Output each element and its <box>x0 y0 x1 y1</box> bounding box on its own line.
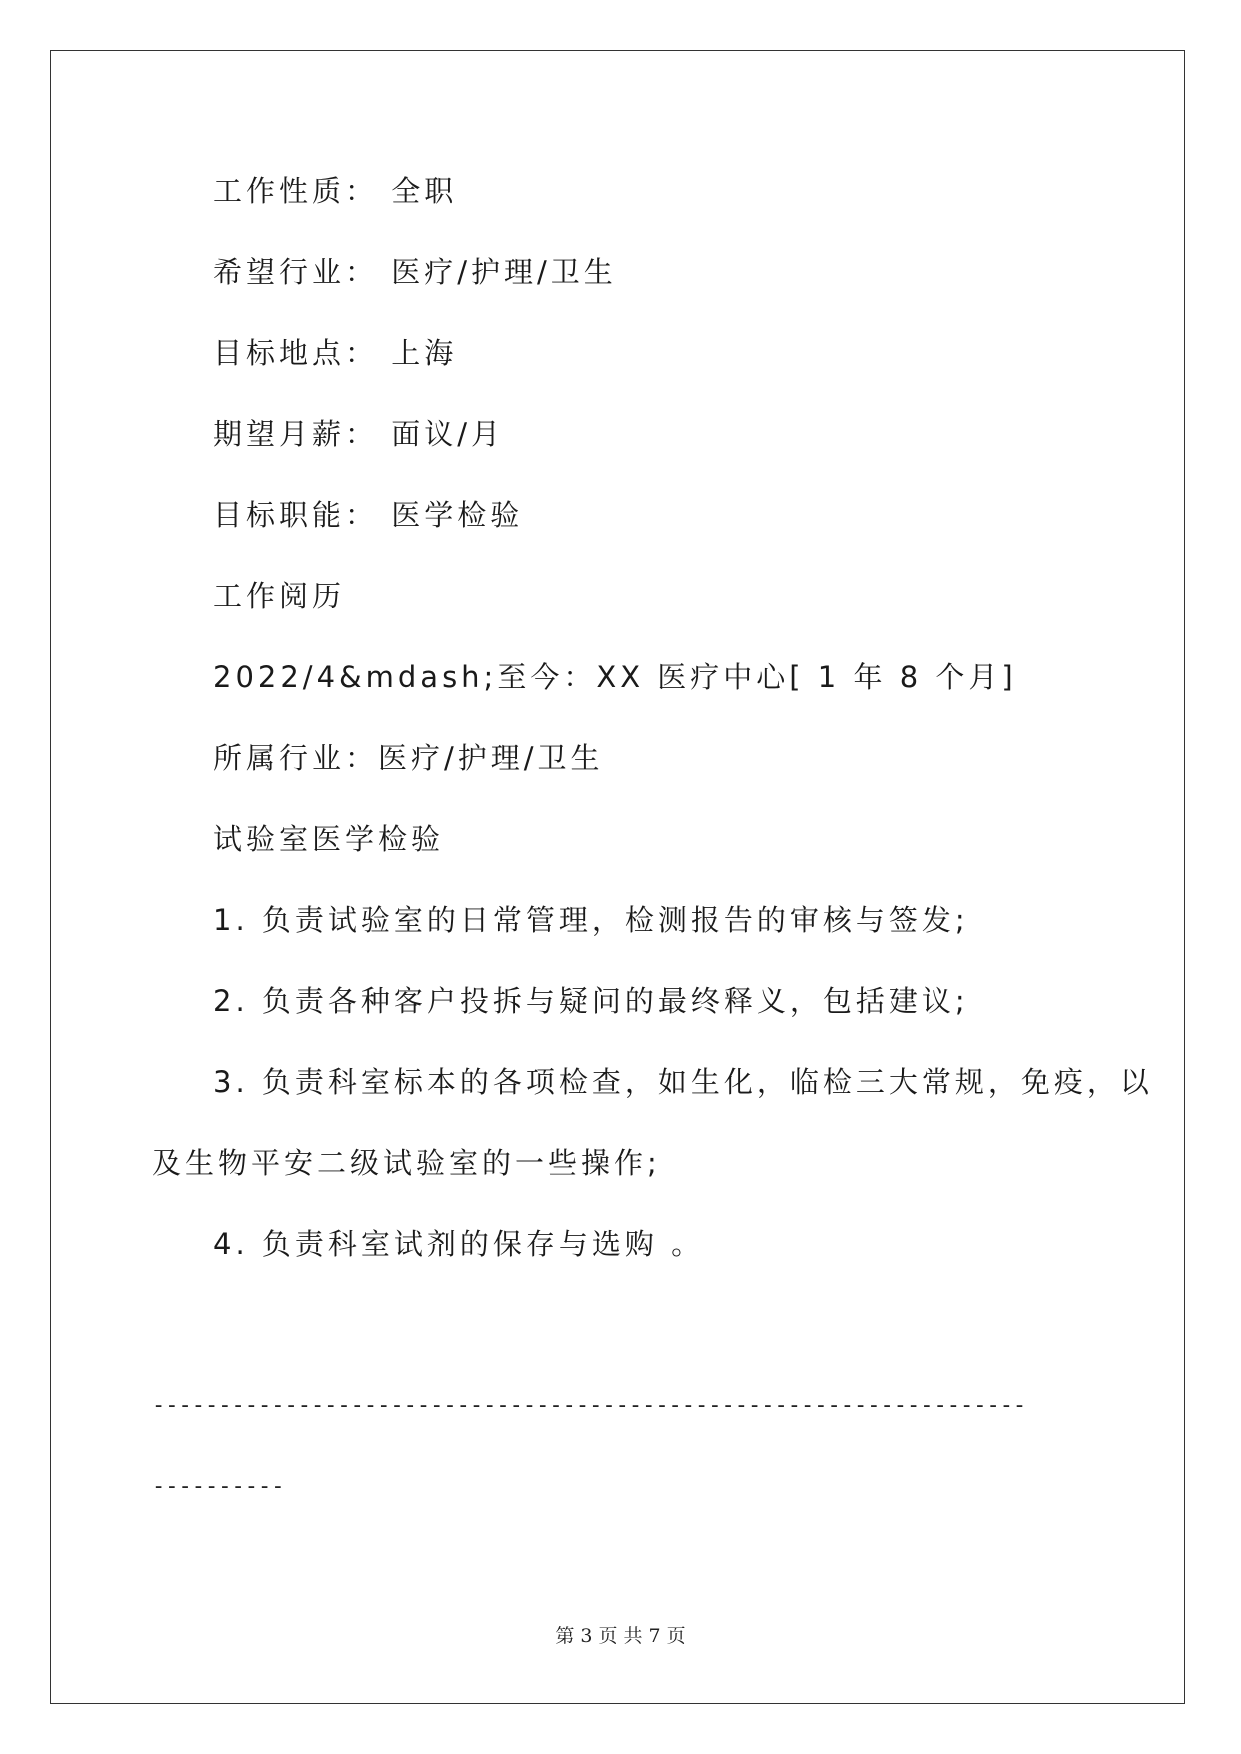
line-job-nature: 工作性质： 全职 <box>213 174 458 208</box>
separator-line-1: ------------------------------------------------------------------ <box>152 1393 1027 1418</box>
line-target-function: 目标职能： 医学检验 <box>213 498 524 532</box>
page-footer: 第 3 页 共 7 页 <box>555 1625 686 1647</box>
line-target-location: 目标地点： 上海 <box>213 336 458 370</box>
page-border <box>50 50 1185 1704</box>
line-industry: 所属行业：医疗/护理/卫生 <box>213 741 604 775</box>
line-employment-period: 2022/4&mdash;至今：XX 医疗中心[ 1 年 8 个月] <box>213 660 1017 694</box>
duty-item-3-continued: 及生物平安二级试验室的一些操作; <box>152 1146 661 1180</box>
line-expected-salary: 期望月薪： 面议/月 <box>213 417 504 451</box>
line-position: 试验室医学检验 <box>213 822 445 856</box>
separator-line-2: ---------- <box>152 1474 285 1499</box>
section-heading-work-experience: 工作阅历 <box>213 579 346 613</box>
duty-item-4: 4. 负责科室试剂的保存与选购 。 <box>213 1227 705 1261</box>
duty-item-2: 2. 负责各种客户投拆与疑问的最终释义，包括建议; <box>213 984 969 1018</box>
line-desired-industry: 希望行业： 医疗/护理/卫生 <box>213 255 617 289</box>
duty-item-1: 1. 负责试验室的日常管理，检测报告的审核与签发; <box>213 903 969 937</box>
duty-item-3: 3. 负责科室标本的各项检查，如生化，临检三大常规，免疫，以 <box>213 1065 1153 1099</box>
